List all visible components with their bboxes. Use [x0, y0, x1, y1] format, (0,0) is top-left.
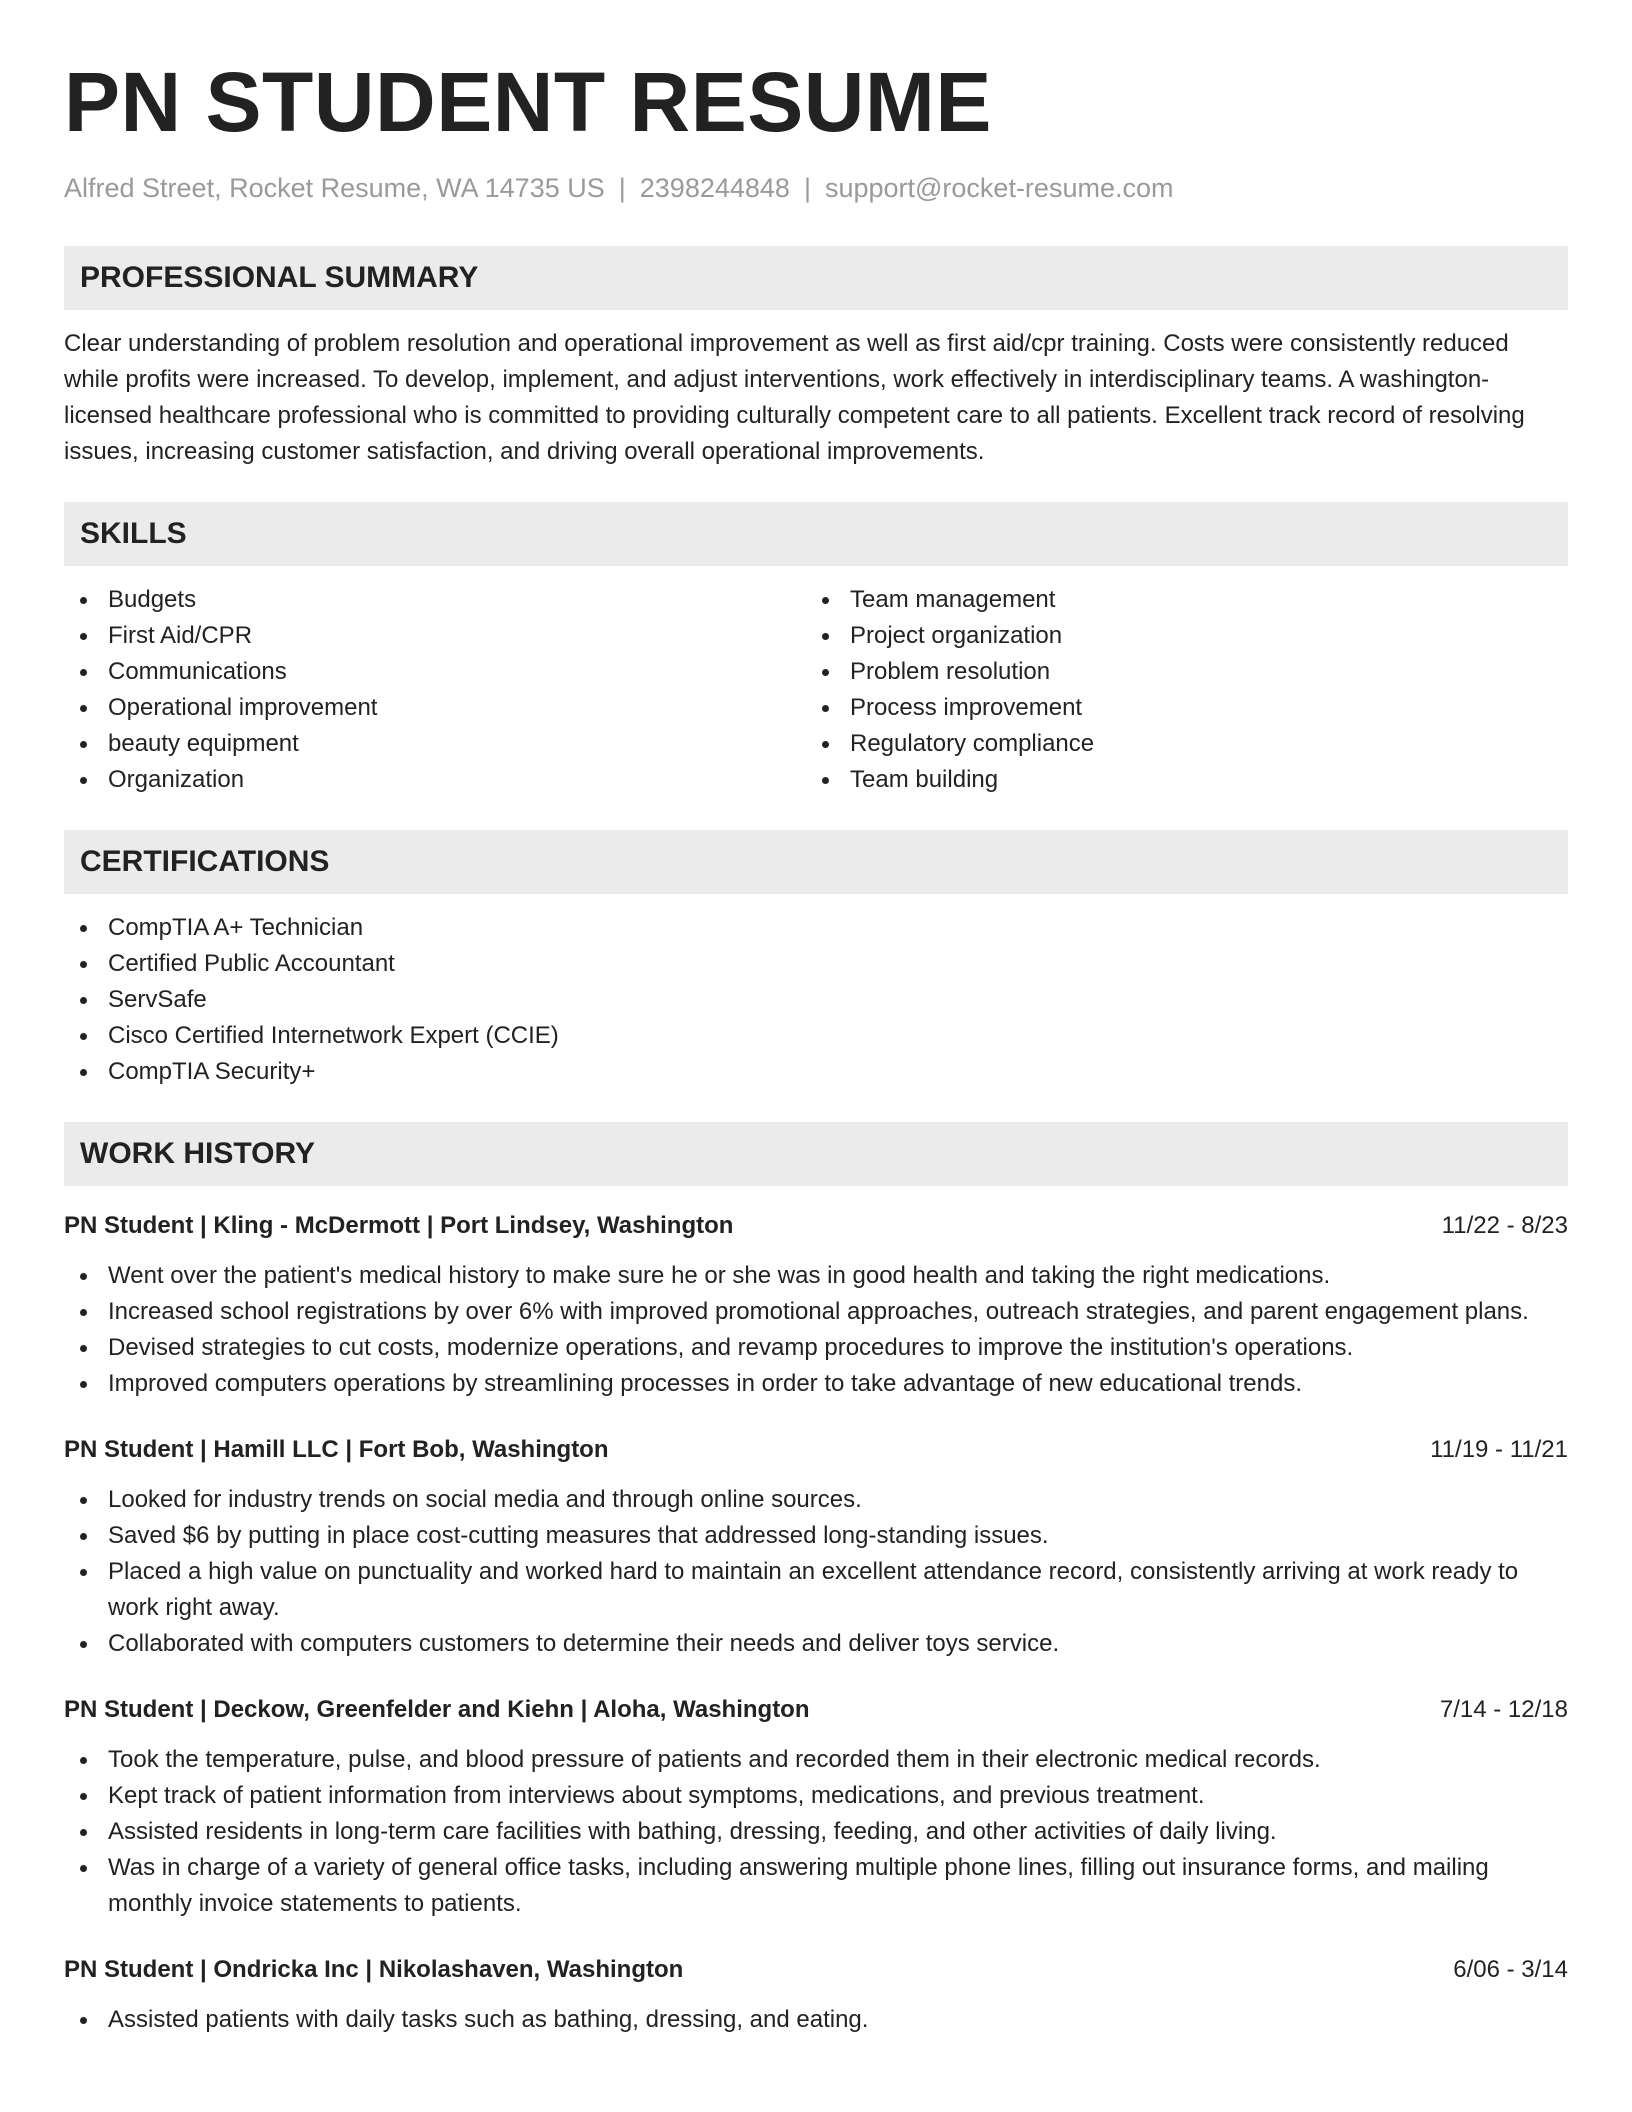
job-bullet: Assisted residents in long-term care facilities with bathing, dressing, feeding, and other activities of daily living. — [64, 1814, 1568, 1850]
job-title: PN Student | Kling - McDermott | Port Lindsey, Washington — [64, 1212, 734, 1239]
skill-item: beauty equipment — [64, 726, 806, 762]
summary-text: Clear understanding of problem resolution and operational improvement as well as first aid/cpr training. Costs were consistently reduced while profits were increased. To develop, implement, and adjust interventions, work effectively in interdisciplinary teams. A washington-licensed healthcare professional who is committed to providing culturally competent care to all patients. Excellent track record of resolving issues, increasing customer satisfaction, and driving overall operational improvements. — [64, 330, 1525, 465]
skills-heading: SKILLS — [64, 502, 1568, 566]
certifications-section — [64, 830, 1568, 1090]
job-bullet: Placed a high value on punctuality and worked hard to maintain an excellent attendance record, consistently arriving at work ready to work right away. — [64, 1554, 1568, 1626]
summary-section — [64, 246, 1568, 470]
job-bullet: Collaborated with computers customers to determine their needs and deliver toys service. — [64, 1626, 1568, 1662]
skill-item: Regulatory compliance — [806, 726, 1548, 762]
job-bullet: Increased school registrations by over 6% with improved promotional approaches, outreach strategies, and parent engagement plans. — [64, 1294, 1568, 1330]
job-dates: 6/06 - 3/14 — [1453, 1956, 1568, 1983]
resume-name: PN STUDENT RESUME — [64, 55, 992, 149]
job-header — [64, 1952, 1568, 1988]
job-bullets — [64, 1258, 1568, 1402]
skill-item: Team building — [806, 762, 1548, 798]
job-bullet: Kept track of patient information from interviews about symptoms, medications, and previous treatment. — [64, 1778, 1568, 1814]
job-dates: 7/14 - 12/18 — [1439, 1696, 1568, 1723]
job-title: PN Student | Ondricka Inc | Nikolashaven, Washington — [64, 1956, 684, 1983]
job-title: PN Student | Hamill LLC | Fort Bob, Washington — [64, 1436, 609, 1463]
work-history-heading: WORK HISTORY — [64, 1122, 1568, 1186]
job-bullets — [64, 1482, 1568, 1662]
certification-item: CompTIA Security+ — [64, 1054, 1568, 1090]
contact-email: support@rocket-resume.com — [824, 173, 1174, 203]
skills-left-list — [64, 582, 806, 798]
resume-page — [64, 52, 1568, 2038]
job-entry — [64, 1432, 1568, 1662]
job-bullets — [64, 2002, 1568, 2038]
job-bullet: Went over the patient's medical history to make sure he or she was in good health and taking the right medications. — [64, 1258, 1568, 1294]
job-entry — [64, 1952, 1568, 2038]
job-bullet: Assisted patients with daily tasks such as bathing, dressing, and eating. — [64, 2002, 1568, 2038]
job-bullet: Saved $6 by putting in place cost-cutting measures that addressed long-standing issues. — [64, 1518, 1568, 1554]
job-header — [64, 1208, 1568, 1244]
job-bullet: Looked for industry trends on social media and through online sources. — [64, 1482, 1568, 1518]
skill-item: Process improvement — [806, 690, 1548, 726]
contact-separator: | — [618, 173, 626, 203]
certification-item: CompTIA A+ Technician — [64, 910, 1568, 946]
job-header — [64, 1432, 1568, 1468]
skills-grid — [64, 582, 1568, 798]
certification-item: Cisco Certified Internetwork Expert (CCIE) — [64, 1018, 1568, 1054]
skill-item: Operational improvement — [64, 690, 806, 726]
job-bullet: Was in charge of a variety of general office tasks, including answering multiple phone lines, filling out insurance forms, and mailing monthly invoice statements to patients. — [64, 1850, 1568, 1922]
job-bullet: Improved computers operations by streamlining processes in order to take advantage of new educational trends. — [64, 1366, 1568, 1402]
skill-item: Team management — [806, 582, 1548, 618]
skill-item: Project organization — [806, 618, 1548, 654]
job-header — [64, 1692, 1568, 1728]
skills-right-list — [806, 582, 1548, 798]
certification-item: ServSafe — [64, 982, 1568, 1018]
skill-item: Communications — [64, 654, 806, 690]
certifications-list — [64, 910, 1568, 1090]
contact-separator: | — [803, 173, 811, 203]
job-bullet: Devised strategies to cut costs, modernize operations, and revamp procedures to improve the institution's operations. — [64, 1330, 1568, 1366]
job-entry — [64, 1692, 1568, 1922]
skill-item: Budgets — [64, 582, 806, 618]
certification-item: Certified Public Accountant — [64, 946, 1568, 982]
skills-section — [64, 502, 1568, 798]
work-history-section — [64, 1122, 1568, 2038]
summary-heading: PROFESSIONAL SUMMARY — [64, 246, 1568, 310]
job-dates: 11/22 - 8/23 — [1441, 1212, 1568, 1239]
job-title: PN Student | Deckow, Greenfelder and Kiehn | Aloha, Washington — [64, 1696, 810, 1723]
job-bullets — [64, 1742, 1568, 1922]
contact-address: Alfred Street, Rocket Resume, WA 14735 US — [64, 173, 605, 203]
certifications-heading: CERTIFICATIONS — [64, 830, 1568, 894]
skill-item: Problem resolution — [806, 654, 1548, 690]
contact-phone: 2398244848 — [639, 173, 790, 203]
job-entry — [64, 1208, 1568, 1402]
contact-line — [64, 170, 1568, 206]
skill-item: Organization — [64, 762, 806, 798]
job-dates: 11/19 - 11/21 — [1430, 1436, 1568, 1463]
skill-item: First Aid/CPR — [64, 618, 806, 654]
job-bullet: Took the temperature, pulse, and blood pressure of patients and recorded them in their electronic medical records. — [64, 1742, 1568, 1778]
